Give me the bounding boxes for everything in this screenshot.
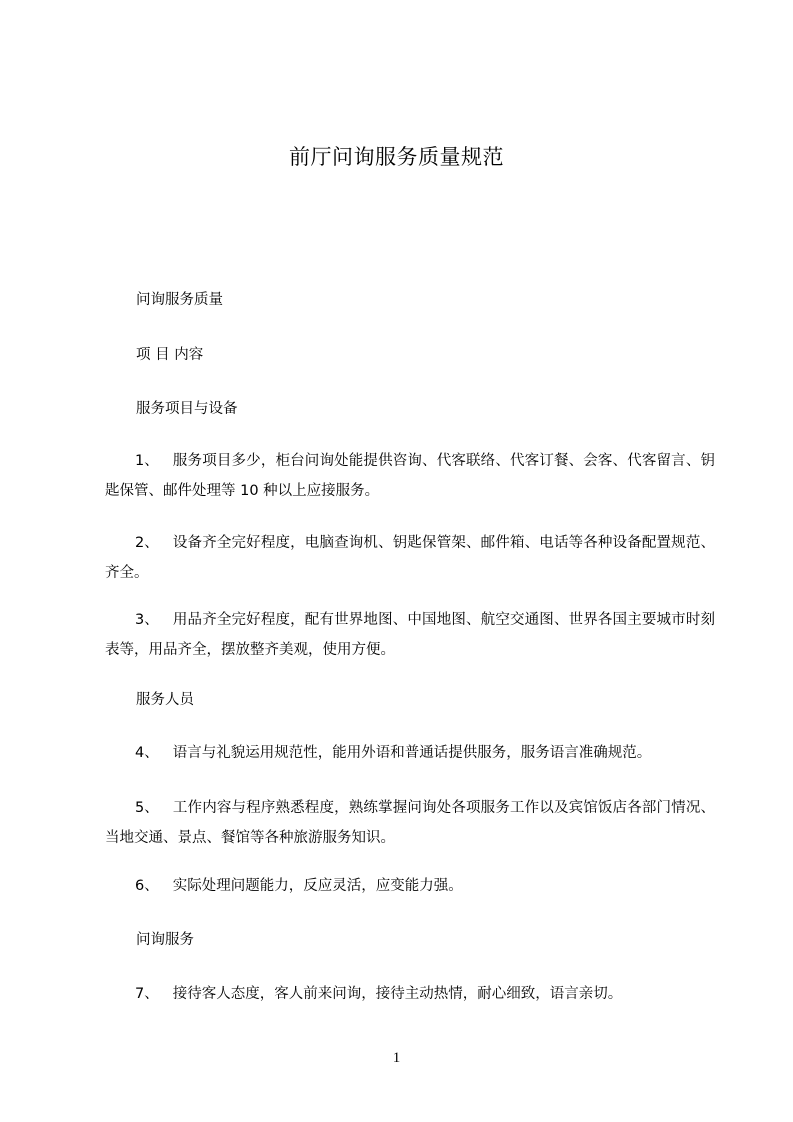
section-heading-item-content: 项 目 内容: [136, 347, 204, 363]
item-text: 用品齐全完好程度，配有世界地图、中国地图、航空交通图、世界各国主要城市时刻表等，用品齐全，摆放整齐美观，使用方便。: [105, 612, 715, 658]
item-number: 2、: [135, 535, 159, 551]
item-text: 接待客人态度，客人前来问询，接待主动热情，耐心细致，语言亲切。: [172, 986, 623, 1002]
list-item-5: [105, 793, 715, 853]
item-text: 工作内容与程序熟悉程度，熟练掌握问询处各项服务工作以及宾馆饭店各部门情况、当地交通、景点、餐馆等各种旅游服务知识。: [105, 800, 715, 846]
section-heading-service-equipment: 服务项目与设备: [136, 401, 238, 417]
item-number: 7、: [135, 986, 159, 1002]
item-text: 语言与礼貌运用规范性，能用外语和普通话提供服务，服务语言准确规范。: [172, 745, 652, 761]
section-heading-inquiry-service: 问询服务: [136, 932, 194, 948]
section-heading-inquiry-quality: 问询服务质量: [136, 292, 223, 308]
item-text: 服务项目多少，柜台问询处能提供咨询、代客联络、代客订餐、会客、代客留言、钥匙保管、邮件处理等 10 种以上应接服务。: [105, 453, 715, 499]
item-text: 实际处理问题能力，反应灵活，应变能力强。: [172, 878, 463, 894]
page-number: 1: [392, 1050, 401, 1066]
item-number: 5、: [135, 800, 159, 816]
item-number: 3、: [135, 612, 159, 628]
document-title: 前厅问询服务质量规范: [289, 145, 504, 169]
section-heading-staff: 服务人员: [136, 692, 194, 708]
list-item-7: [105, 979, 715, 1009]
list-item-1: [105, 446, 715, 506]
list-item-6: [105, 871, 715, 901]
item-number: 4、: [135, 745, 159, 761]
item-number: 6、: [135, 878, 159, 894]
list-item-4: [105, 738, 715, 768]
item-number: 1、: [135, 453, 159, 469]
list-item-2: [105, 528, 715, 588]
list-item-3: [105, 605, 715, 665]
item-text: 设备齐全完好程度，电脑查询机、钥匙保管架、邮件箱、电话等各种设备配置规范、齐全。: [105, 535, 715, 581]
